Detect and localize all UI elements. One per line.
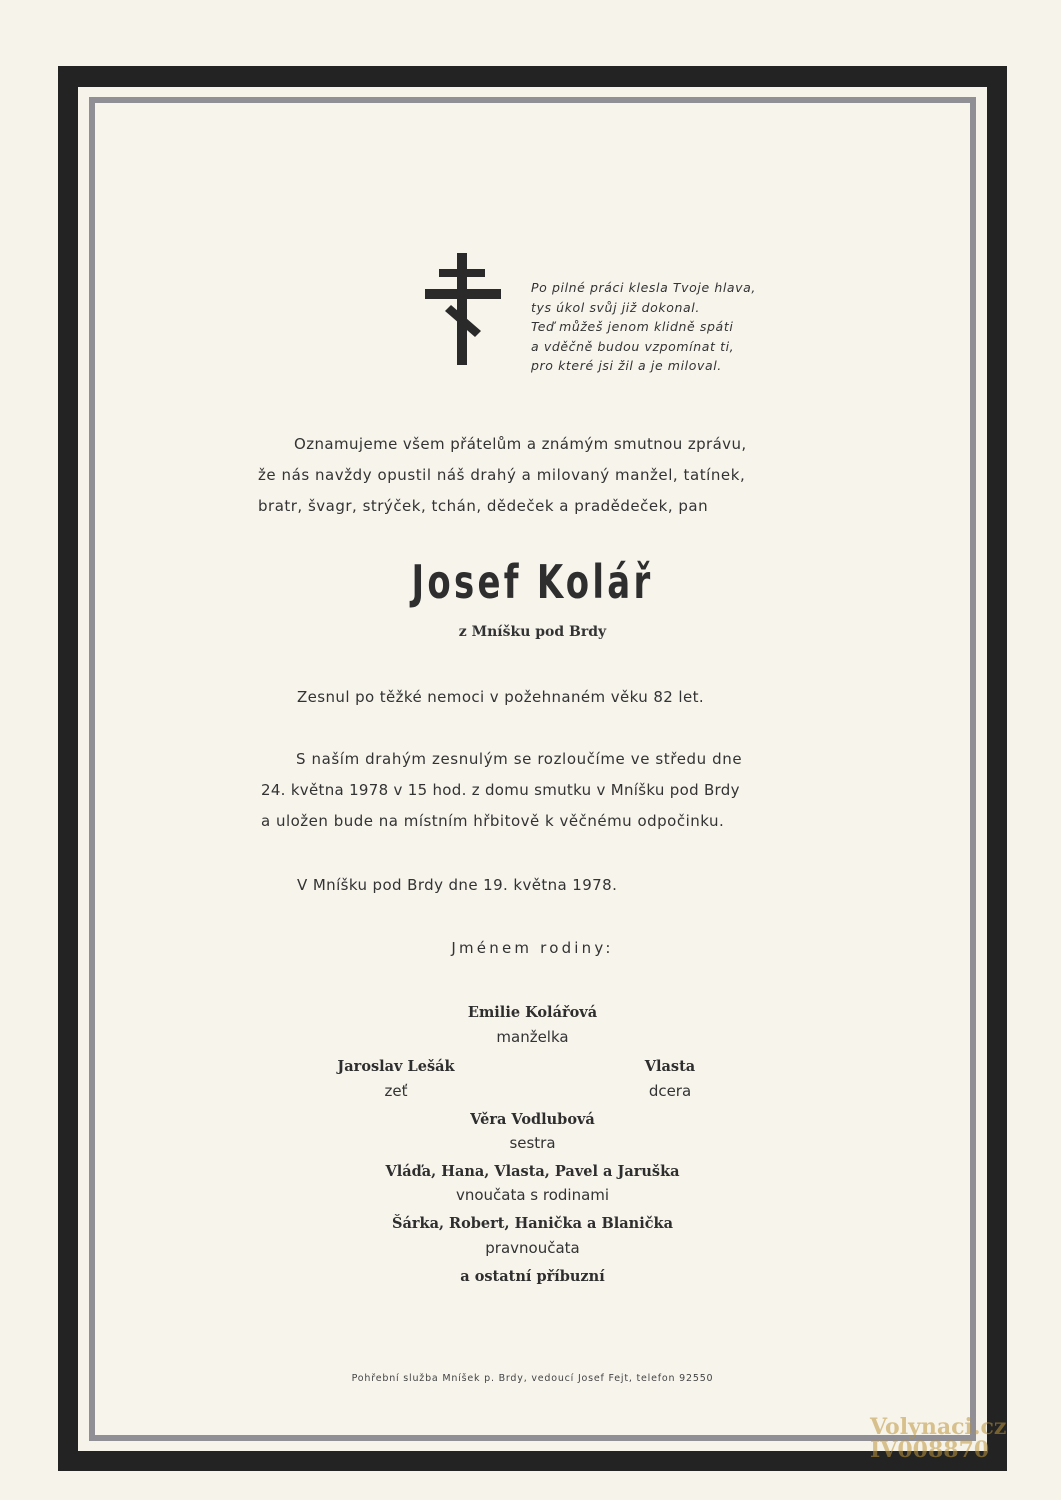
announcement-line: Oznamujeme všem přátelům a známým smutnou zprávu, <box>294 435 747 453</box>
orthodox-cross-icon <box>423 253 503 365</box>
family-member-role: zeť <box>384 1082 408 1100</box>
watermark-line: Volynaci.cz <box>870 1414 1007 1440</box>
poem-line: pro které jsi žil a je miloval. <box>531 358 722 373</box>
memorial-poem <box>531 278 831 376</box>
family-member-name: Vláďa, Hana, Vlasta, Pavel a Jaruška <box>385 1163 680 1180</box>
family-member-name: Šárka, Robert, Hanička a Blanička <box>392 1215 673 1232</box>
funeral-service-footer: Pohřební služba Mníšek p. Brdy, vedoucí Josef Fejt, telefon 92550 <box>351 1373 714 1384</box>
family-member-name: Věra Vodlubová <box>470 1111 595 1128</box>
poem-line: a vděčně budou vzpomínat ti, <box>531 338 735 354</box>
watermark-line: IV008870 <box>870 1437 990 1463</box>
family-member-role: vnoučata s rodinami <box>455 1186 610 1204</box>
family-member-role: manželka <box>496 1028 569 1046</box>
funeral-line: S naším drahým zesnulým se rozloučíme ve středu dne <box>296 750 743 768</box>
poem-line: Po pilné práci klesla Tvoje hlava, <box>531 280 757 295</box>
family-member-name: Emilie Kolářová <box>467 1004 598 1021</box>
deceased-origin: z Mníšku pod Brdy <box>458 624 607 640</box>
family-member-role: pravnoučata <box>485 1239 580 1257</box>
family-member-name: Vlasta <box>644 1058 696 1075</box>
funeral-line: 24. května 1978 v 15 hod. z domu smutku v Mníšku pod Brdy <box>261 781 740 799</box>
family-heading: Jménem rodiny: <box>451 939 614 957</box>
announcement-line: že nás navždy opustil náš drahý a milovaný manžel, tatínek, <box>258 466 746 484</box>
family-member-role: dcera <box>648 1082 692 1100</box>
poem-line: tys úkol svůj již dokonal. <box>531 299 700 315</box>
site-watermark <box>870 1416 1040 1462</box>
deceased-name: Josef Kolář <box>411 555 654 609</box>
announcement-line: bratr, švagr, strýček, tchán, dědeček a pradědeček, pan <box>258 497 709 515</box>
place-date: V Mníšku pod Brdy dne 19. května 1978. <box>297 876 618 894</box>
family-member-name: Jaroslav Lešák <box>337 1058 455 1075</box>
family-member-role: sestra <box>509 1134 556 1152</box>
poem-line: Teď můžeš jenom klidně spáti <box>531 319 734 334</box>
death-note: Zesnul po těžké nemoci v požehnaném věku 82 let. <box>297 688 705 706</box>
funeral-line: a uložen bude na místním hřbitově k věčnému odpočinku. <box>261 812 725 830</box>
family-closing: a ostatní příbuzní <box>460 1268 605 1285</box>
notice-content <box>95 103 970 1435</box>
